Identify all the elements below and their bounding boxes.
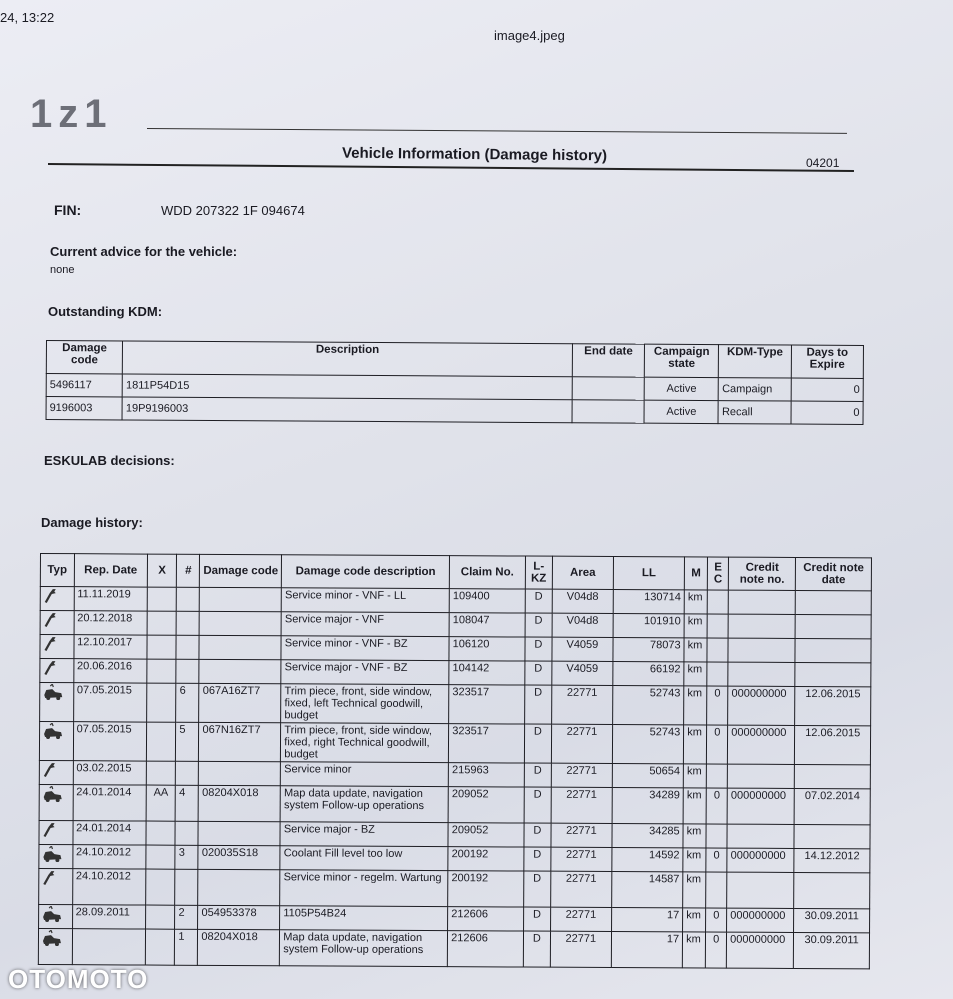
credit-note-number <box>727 764 794 788</box>
damage-description: Service minor - VNF - LL <box>281 588 449 613</box>
lkz-cell: D <box>524 847 551 871</box>
claim-number: 212606 <box>447 931 523 967</box>
mileage-unit: km <box>683 848 706 872</box>
x-cell <box>146 761 176 785</box>
wrench-icon <box>43 636 57 652</box>
mileage-unit: km <box>683 764 706 788</box>
damage-description: Trim piece, front, side window, fixed, left Technical goodwill, budget <box>281 684 449 724</box>
damage-code: 08204X018 <box>198 929 280 965</box>
lkz-cell: D <box>525 589 552 613</box>
rep-date: 11.11.2019 <box>74 587 148 611</box>
area-cell: 22771 <box>551 823 612 847</box>
area-cell: 22771 <box>551 847 612 871</box>
damage-description: 1105P54B24 <box>280 906 448 931</box>
damage-description: Service minor - regelm. Wartung <box>280 870 448 907</box>
lkz-cell: D <box>524 763 551 787</box>
credit-note-number: 000000000 <box>727 848 794 872</box>
ec-cell: 0 <box>707 686 728 725</box>
credit-note-date <box>794 824 870 848</box>
rep-date: 24.01.2014 <box>73 785 147 821</box>
area-cell: 22771 <box>551 871 612 907</box>
claim-number: 106120 <box>449 637 525 661</box>
lkz-cell: D <box>523 871 550 907</box>
credit-note-date <box>794 872 870 908</box>
mileage-unit: km <box>684 662 707 686</box>
area-cell: 22771 <box>550 907 611 931</box>
damage-description: Trim piece, front, side window, fixed, right Technical goodwill, budget <box>281 723 449 763</box>
mileage: 78073 <box>613 638 684 662</box>
page-title: Vehicle Information (Damage history) <box>341 144 608 165</box>
damaged-car-icon <box>43 723 57 739</box>
lkz-cell: D <box>525 613 552 637</box>
ec-cell <box>707 638 728 662</box>
credit-note-date: 12.06.2015 <box>795 725 871 764</box>
x-cell: AA <box>146 785 176 821</box>
history-row <box>39 722 870 765</box>
damaged-car-icon <box>43 786 57 802</box>
number-cell <box>176 635 199 659</box>
history-row <box>40 683 871 726</box>
damage-description: Service major - VNF <box>281 612 449 637</box>
kdm-days-to-expire: 0 <box>791 401 863 424</box>
wrench-icon <box>43 762 57 778</box>
x-cell <box>146 905 176 929</box>
kdm-campaign-state: Active <box>644 377 718 400</box>
damage-description: Service minor - VNF - BZ <box>281 636 449 661</box>
mileage-unit: km <box>683 872 706 908</box>
claim-number: 323517 <box>449 724 525 763</box>
credit-note-number <box>728 614 795 638</box>
claim-number: 200192 <box>448 847 524 871</box>
ec-cell: 0 <box>706 908 727 932</box>
area-cell: V04d8 <box>552 613 613 637</box>
claim-number: 209052 <box>448 823 524 847</box>
history-header-cell: Typ <box>40 554 74 587</box>
lkz-cell: D <box>525 661 552 685</box>
number-cell: 2 <box>175 905 198 929</box>
damage-code <box>200 587 282 611</box>
type-cell <box>40 587 74 611</box>
x-cell <box>145 929 175 965</box>
credit-note-date <box>795 614 871 638</box>
kdm-table <box>46 340 864 425</box>
damage-code <box>198 869 280 905</box>
ec-cell <box>707 614 728 638</box>
advice-value: none <box>50 264 75 276</box>
history-header-cell: # <box>177 554 200 587</box>
ec-cell <box>706 764 727 788</box>
mileage-unit: km <box>684 638 707 662</box>
rep-date: 24.10.2012 <box>72 869 146 905</box>
damage-code: 020035S18 <box>198 845 280 869</box>
credit-note-date: 30.09.2011 <box>794 932 870 968</box>
area-cell: 22771 <box>552 685 613 724</box>
rep-date: 28.09.2011 <box>72 905 146 929</box>
history-row <box>39 868 870 908</box>
damage-code <box>198 821 280 845</box>
history-row <box>39 784 870 824</box>
damage-description: Map data update, navigation system Follow-up operations <box>280 930 448 967</box>
history-header-cell: L-KZ <box>525 556 552 589</box>
area-cell: V4059 <box>552 661 613 685</box>
x-cell <box>146 821 176 845</box>
mileage: 14587 <box>611 871 683 907</box>
history-header-cell: E C <box>708 557 729 590</box>
claim-number: 323517 <box>449 685 525 724</box>
mileage: 17 <box>611 931 683 967</box>
number-cell: 6 <box>176 683 199 722</box>
rep-date: 07.05.2015 <box>73 722 147 761</box>
claim-number: 109400 <box>449 589 525 613</box>
rep-date: 07.05.2015 <box>73 683 147 722</box>
number-cell <box>177 587 200 611</box>
number-cell: 5 <box>176 722 199 761</box>
advice-label: Current advice for the vehicle: <box>50 244 238 259</box>
history-header-cell: Credit note date <box>796 557 872 590</box>
x-cell <box>147 683 177 722</box>
area-cell: 22771 <box>551 763 612 787</box>
kdm-header-cell: Campaign state <box>644 344 718 377</box>
rep-date: 03.02.2015 <box>73 761 147 785</box>
x-cell <box>147 587 177 611</box>
wrench-icon <box>44 612 58 628</box>
wrench-icon <box>44 588 58 604</box>
damage-description: Service major - VNF - BZ <box>281 660 449 685</box>
damage-code: 067A16ZT7 <box>199 683 281 722</box>
damage-code <box>199 635 281 659</box>
type-cell <box>38 928 72 964</box>
damage-description: Map data update, navigation system Follow-up operations <box>280 786 448 823</box>
number-cell <box>175 869 198 905</box>
area-cell: 22771 <box>550 931 611 967</box>
credit-note-date: 07.02.2014 <box>794 788 870 824</box>
lkz-cell: D <box>523 907 550 931</box>
credit-note-date <box>795 764 871 788</box>
mileage: 34289 <box>612 787 684 823</box>
document-number: 04201 <box>806 156 840 170</box>
damage-description: Service major - BZ <box>280 822 448 847</box>
credit-note-number: 000000000 <box>727 788 794 824</box>
damaged-car-icon <box>42 930 56 946</box>
credit-note-number <box>728 662 795 686</box>
damage-description: Coolant Fill level too low <box>280 846 448 871</box>
damage-history-table <box>38 553 872 969</box>
x-cell <box>147 635 177 659</box>
kdm-section-label: Outstanding KDM: <box>48 304 163 319</box>
number-cell: 4 <box>175 785 198 821</box>
wrench-icon <box>43 822 57 838</box>
kdm-damage-code: 9196003 <box>46 397 122 420</box>
mileage: 17 <box>611 907 682 931</box>
credit-note-number: 000000000 <box>728 686 795 725</box>
credit-note-number <box>728 638 795 662</box>
credit-note-number: 000000000 <box>727 932 794 968</box>
type-cell <box>39 820 73 844</box>
damage-code: 08204X018 <box>199 785 281 821</box>
history-header-cell: Rep. Date <box>74 554 148 587</box>
type-cell <box>40 611 74 635</box>
x-cell <box>147 611 177 635</box>
claim-number: 209052 <box>448 787 524 823</box>
ec-cell <box>707 662 728 686</box>
image-filename: image4.jpeg <box>494 28 565 43</box>
credit-note-number: 000000000 <box>727 908 794 932</box>
kdm-damage-code: 5496117 <box>46 374 122 397</box>
kdm-header-cell: Damage code <box>46 341 122 374</box>
rep-date: 24.01.2014 <box>73 821 147 845</box>
type-cell <box>39 722 73 761</box>
x-cell <box>146 869 176 905</box>
fin-value: WDD 207322 1F 094674 <box>161 203 305 218</box>
mileage-unit: km <box>684 686 707 725</box>
claim-number: 212606 <box>448 907 524 931</box>
watermark: OTOMOTO <box>8 964 149 994</box>
credit-note-number <box>727 872 794 908</box>
kdm-header-cell: Description <box>123 341 573 377</box>
claim-number: 200192 <box>448 871 524 907</box>
number-cell <box>175 821 198 845</box>
credit-note-date: 14.12.2012 <box>794 848 870 872</box>
rep-date: 12.10.2017 <box>74 635 148 659</box>
kdm-end-date <box>572 377 644 400</box>
area-cell: 22771 <box>551 724 612 763</box>
mileage-unit: km <box>684 614 707 638</box>
mileage: 130714 <box>613 590 684 614</box>
type-cell <box>40 683 74 722</box>
kdm-type: Campaign <box>719 378 791 401</box>
rep-date: 24.10.2012 <box>72 845 146 869</box>
eskulab-section-label: ESKULAB decisions: <box>44 453 175 468</box>
ec-cell <box>707 590 728 614</box>
rep-date <box>72 929 146 965</box>
history-section-label: Damage history: <box>41 515 143 530</box>
claim-number: 215963 <box>448 763 524 787</box>
x-cell <box>146 722 176 761</box>
ec-cell <box>706 824 727 848</box>
rep-date: 20.12.2018 <box>74 611 148 635</box>
mileage-unit: km <box>683 908 706 932</box>
history-header-cell: Area <box>552 556 613 589</box>
ec-cell <box>706 872 727 908</box>
kdm-end-date <box>572 400 644 423</box>
ec-cell: 0 <box>706 788 727 824</box>
history-row <box>38 928 869 968</box>
damaged-car-icon <box>42 906 56 922</box>
credit-note-date: 12.06.2015 <box>795 686 871 725</box>
type-cell <box>40 635 74 659</box>
history-header-cell: X <box>147 554 177 587</box>
lkz-cell: D <box>524 685 551 724</box>
kdm-description: 1811P54D15 <box>122 374 572 400</box>
kdm-header-cell: End date <box>572 344 644 377</box>
lkz-cell: D <box>524 787 551 823</box>
wrench-icon <box>43 660 57 676</box>
mileage: 14592 <box>612 847 683 871</box>
number-cell <box>176 761 199 785</box>
kdm-header-cell: KDM-Type <box>719 345 791 378</box>
credit-note-date: 30.09.2011 <box>794 908 870 932</box>
x-cell <box>146 845 176 869</box>
mileage: 34285 <box>612 823 683 847</box>
kdm-campaign-state: Active <box>644 400 718 423</box>
area-cell: 22771 <box>551 787 612 823</box>
number-cell <box>176 611 199 635</box>
history-header-row <box>40 554 871 591</box>
credit-note-number <box>727 824 794 848</box>
credit-note-date <box>795 662 871 686</box>
lkz-cell: D <box>525 637 552 661</box>
lkz-cell: D <box>523 931 550 967</box>
claim-number: 104142 <box>449 661 525 685</box>
credit-note-date <box>796 590 872 614</box>
mileage: 52743 <box>612 686 684 725</box>
mileage: 101910 <box>613 614 684 638</box>
history-header-cell: Claim No. <box>449 556 525 589</box>
damage-code <box>199 761 281 785</box>
ec-cell: 0 <box>706 932 727 968</box>
area-cell: V04d8 <box>552 589 613 613</box>
type-cell <box>40 659 74 683</box>
kdm-type: Recall <box>718 401 790 424</box>
history-header-cell: Credit note no. <box>729 557 796 590</box>
wrench-icon <box>42 870 56 886</box>
damage-description: Service minor <box>281 762 449 787</box>
type-cell <box>39 784 73 820</box>
lkz-cell: D <box>524 724 551 763</box>
ec-cell: 0 <box>707 725 728 764</box>
damaged-car-icon <box>42 846 56 862</box>
number-cell <box>176 659 199 683</box>
ec-cell: 0 <box>706 848 727 872</box>
history-header-cell: M <box>684 557 707 590</box>
history-header-cell: Damage code description <box>282 555 450 589</box>
mileage: 52743 <box>612 724 684 763</box>
damaged-car-icon <box>43 684 57 700</box>
fin-label: FIN: <box>54 202 82 218</box>
type-cell <box>39 844 73 868</box>
number-cell: 1 <box>175 929 198 965</box>
history-header-cell: LL <box>613 557 685 590</box>
kdm-days-to-expire: 0 <box>791 378 863 401</box>
area-cell: V4059 <box>552 637 613 661</box>
damage-code: 067N16ZT7 <box>199 722 281 761</box>
mileage: 66192 <box>613 662 684 686</box>
damage-code: 054953378 <box>198 905 280 929</box>
damage-code <box>199 659 281 683</box>
kdm-row <box>46 397 863 425</box>
header-rule <box>147 128 847 134</box>
credit-note-number <box>728 590 795 614</box>
mileage-unit: km <box>683 788 706 824</box>
credit-note-date <box>795 638 871 662</box>
kdm-header-row <box>46 341 863 379</box>
rep-date: 20.06.2016 <box>73 659 147 683</box>
type-cell <box>39 760 73 784</box>
credit-note-number: 000000000 <box>728 725 795 764</box>
lkz-cell: D <box>524 823 551 847</box>
title-rule <box>48 163 854 172</box>
mileage-unit: km <box>684 590 707 614</box>
kdm-header-cell: Days to Expire <box>791 345 864 378</box>
mileage-unit: km <box>683 824 706 848</box>
mileage-unit: km <box>684 725 707 764</box>
mileage: 50654 <box>612 763 683 787</box>
mileage-unit: km <box>682 932 705 968</box>
type-cell <box>39 868 73 904</box>
damage-code <box>200 611 282 635</box>
history-header-cell: Damage code <box>200 554 282 587</box>
print-timestamp: 24, 13:22 <box>0 10 55 25</box>
type-cell <box>39 904 73 928</box>
logo: 1z1 <box>30 92 113 136</box>
number-cell: 3 <box>175 845 198 869</box>
kdm-description: 19P9196003 <box>122 397 572 423</box>
claim-number: 108047 <box>449 613 525 637</box>
x-cell <box>147 659 177 683</box>
